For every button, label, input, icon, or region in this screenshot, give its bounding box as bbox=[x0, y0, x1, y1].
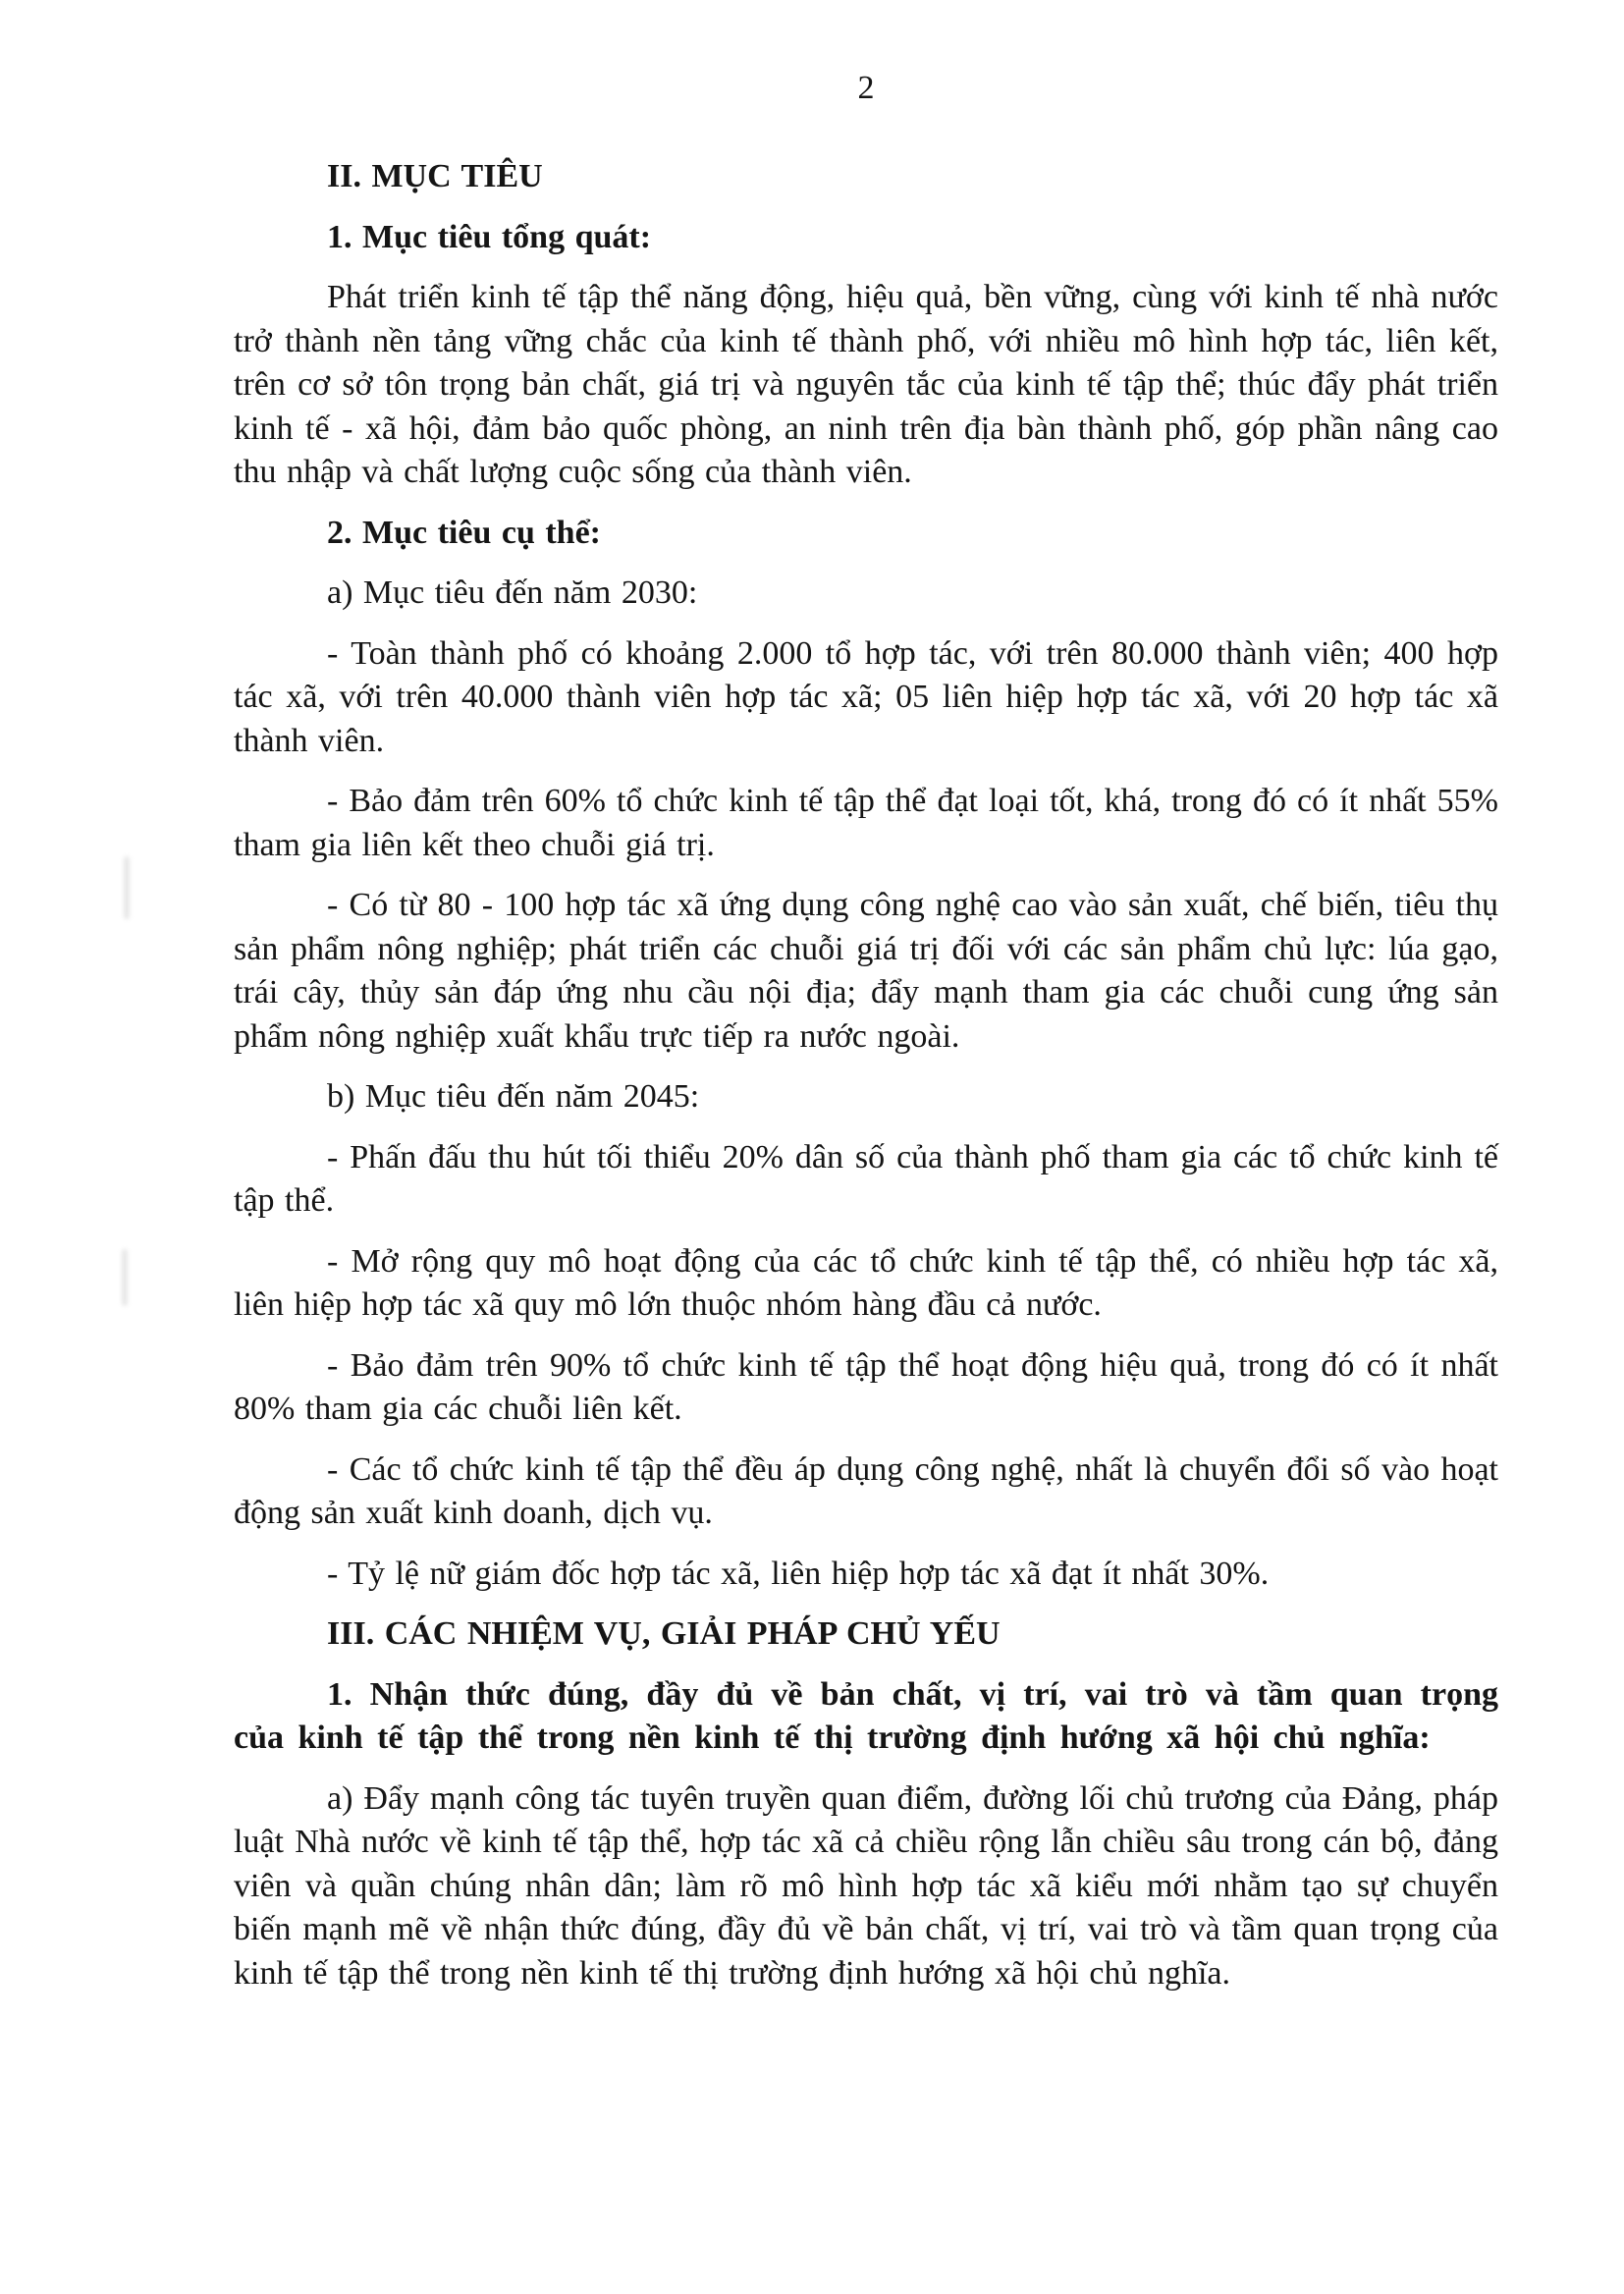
bullet-90-percent: - Bảo đảm trên 90% tổ chức kinh tế tập thể hoạt động hiệu quả, trong đó có ít nhất 80% tham gia các chuỗi liên kết. bbox=[234, 1346, 1498, 1427]
paragraph-b-nam-2045: b) Mục tiêu đến năm 2045: bbox=[327, 1078, 700, 1115]
paragraph-a-nam-2030: a) Mục tiêu đến năm 2030: bbox=[327, 574, 698, 611]
bullet-to-hop-tac: - Toàn thành phố có khoảng 2.000 tổ hợp tác, với trên 80.000 thành viên; 400 hợp tác xã, với trên 40.000 thành viên hợp tác xã; 05 liên hiệp hợp tác xã, với 20 hợp tác xã thành viên. bbox=[234, 634, 1498, 759]
page-number: 2 bbox=[857, 70, 875, 106]
paragraph-tong-quat: Phát triển kinh tế tập thể năng động, hiệu quả, bền vững, cùng với kinh tế nhà nước trở thành nền tảng vững chắc của kinh tế thành phố, với nhiều mô hình hợp tác, liên kết, trên cơ sở tôn trọng bản chất, giá trị và nguyên tắc của kinh tế tập thể; thúc đẩy phát triển kinh tế - xã hội, đảm bảo quốc phòng, an ninh trên địa bàn thành phố, góp phần nâng cao thu nhập và chất lượng cuộc sống của thành viên. bbox=[234, 279, 1498, 490]
scan-artifact bbox=[124, 856, 130, 919]
subheading-muc-tieu-tong-quat: 1. Mục tiêu tổng quát: bbox=[327, 218, 652, 255]
bullet-60-percent: - Bảo đảm trên 60% tổ chức kinh tế tập thể đạt loại tốt, khá, trong đó có ít nhất 55% tham gia liên kết theo chuỗi giá trị. bbox=[234, 783, 1498, 863]
bullet-ty-le-nu-giam-doc: - Tỷ lệ nữ giám đốc hợp tác xã, liên hiệp hợp tác xã đạt ít nhất 30%. bbox=[327, 1555, 1270, 1592]
scan-artifact bbox=[122, 1249, 128, 1306]
section-heading-ii: II. MỤC TIÊU bbox=[327, 158, 543, 194]
paragraph-a-tuyen-truyen: a) Đẩy mạnh công tác tuyên truyền quan điểm, đường lối chủ trương của Đảng, pháp luật Nhà nước về kinh tế tập thể, hợp tác xã cả chiều rộng lẫn chiều sâu trong cán bộ, đảng viên và quần chúng nhân dân; làm rõ mô hình hợp tác xã kiểu mới nhằm tạo sự chuyển biến mạnh mẽ về nhận thức đúng, đầy đủ về bản chất, vị trí, vai trò và tầm quan trọng của kinh tế tập thể trong nền kinh tế thị trường định hướng xã hội chủ nghĩa. bbox=[234, 1779, 1498, 1992]
bullet-mo-rong-quy-mo: - Mở rộng quy mô hoạt động của các tổ chức kinh tế tập thể, có nhiều hợp tác xã, liên hiệp hợp tác xã quy mô lớn thuộc nhóm hàng đầu cả nước. bbox=[234, 1242, 1498, 1323]
section-heading-iii: III. CÁC NHIỆM VỤ, GIẢI PHÁP CHỦ YẾU bbox=[327, 1615, 1001, 1652]
bullet-80-100-hop-tac-xa: - Có từ 80 - 100 hợp tác xã ứng dụng công nghệ cao vào sản xuất, chế biến, tiêu thụ sản phẩm nông nghiệp; phát triển các chuỗi giá trị đối với các sản phẩm chủ lực: lúa gạo, trái cây, thủy sản đáp ứng nhu cầu nội địa; đẩy mạnh tham gia các chuỗi cung ứng sản phẩm nông nghiệp xuất khẩu trực tiếp ra nước ngoài. bbox=[234, 887, 1498, 1055]
bullet-chuyen-doi-so: - Các tổ chức kinh tế tập thể đều áp dụng công nghệ, nhất là chuyển đổi số vào hoạt động sản xuất kinh doanh, dịch vụ. bbox=[234, 1450, 1498, 1531]
document-body bbox=[234, 155, 1498, 1995]
bullet-20-percent-dan-so: - Phấn đấu thu hút tối thiểu 20% dân số của thành phố tham gia các tổ chức kinh tế tập thể. bbox=[234, 1138, 1498, 1219]
subheading-muc-tieu-cu-the: 2. Mục tiêu cụ thể: bbox=[327, 514, 602, 551]
subheading-nhan-thuc-dung: 1. Nhận thức đúng, đầy đủ về bản chất, vị trí, vai trò và tầm quan trọng của kinh tế tập thể trong nền kinh tế thị trường định hướng xã hội chủ nghĩa: bbox=[234, 1675, 1498, 1756]
